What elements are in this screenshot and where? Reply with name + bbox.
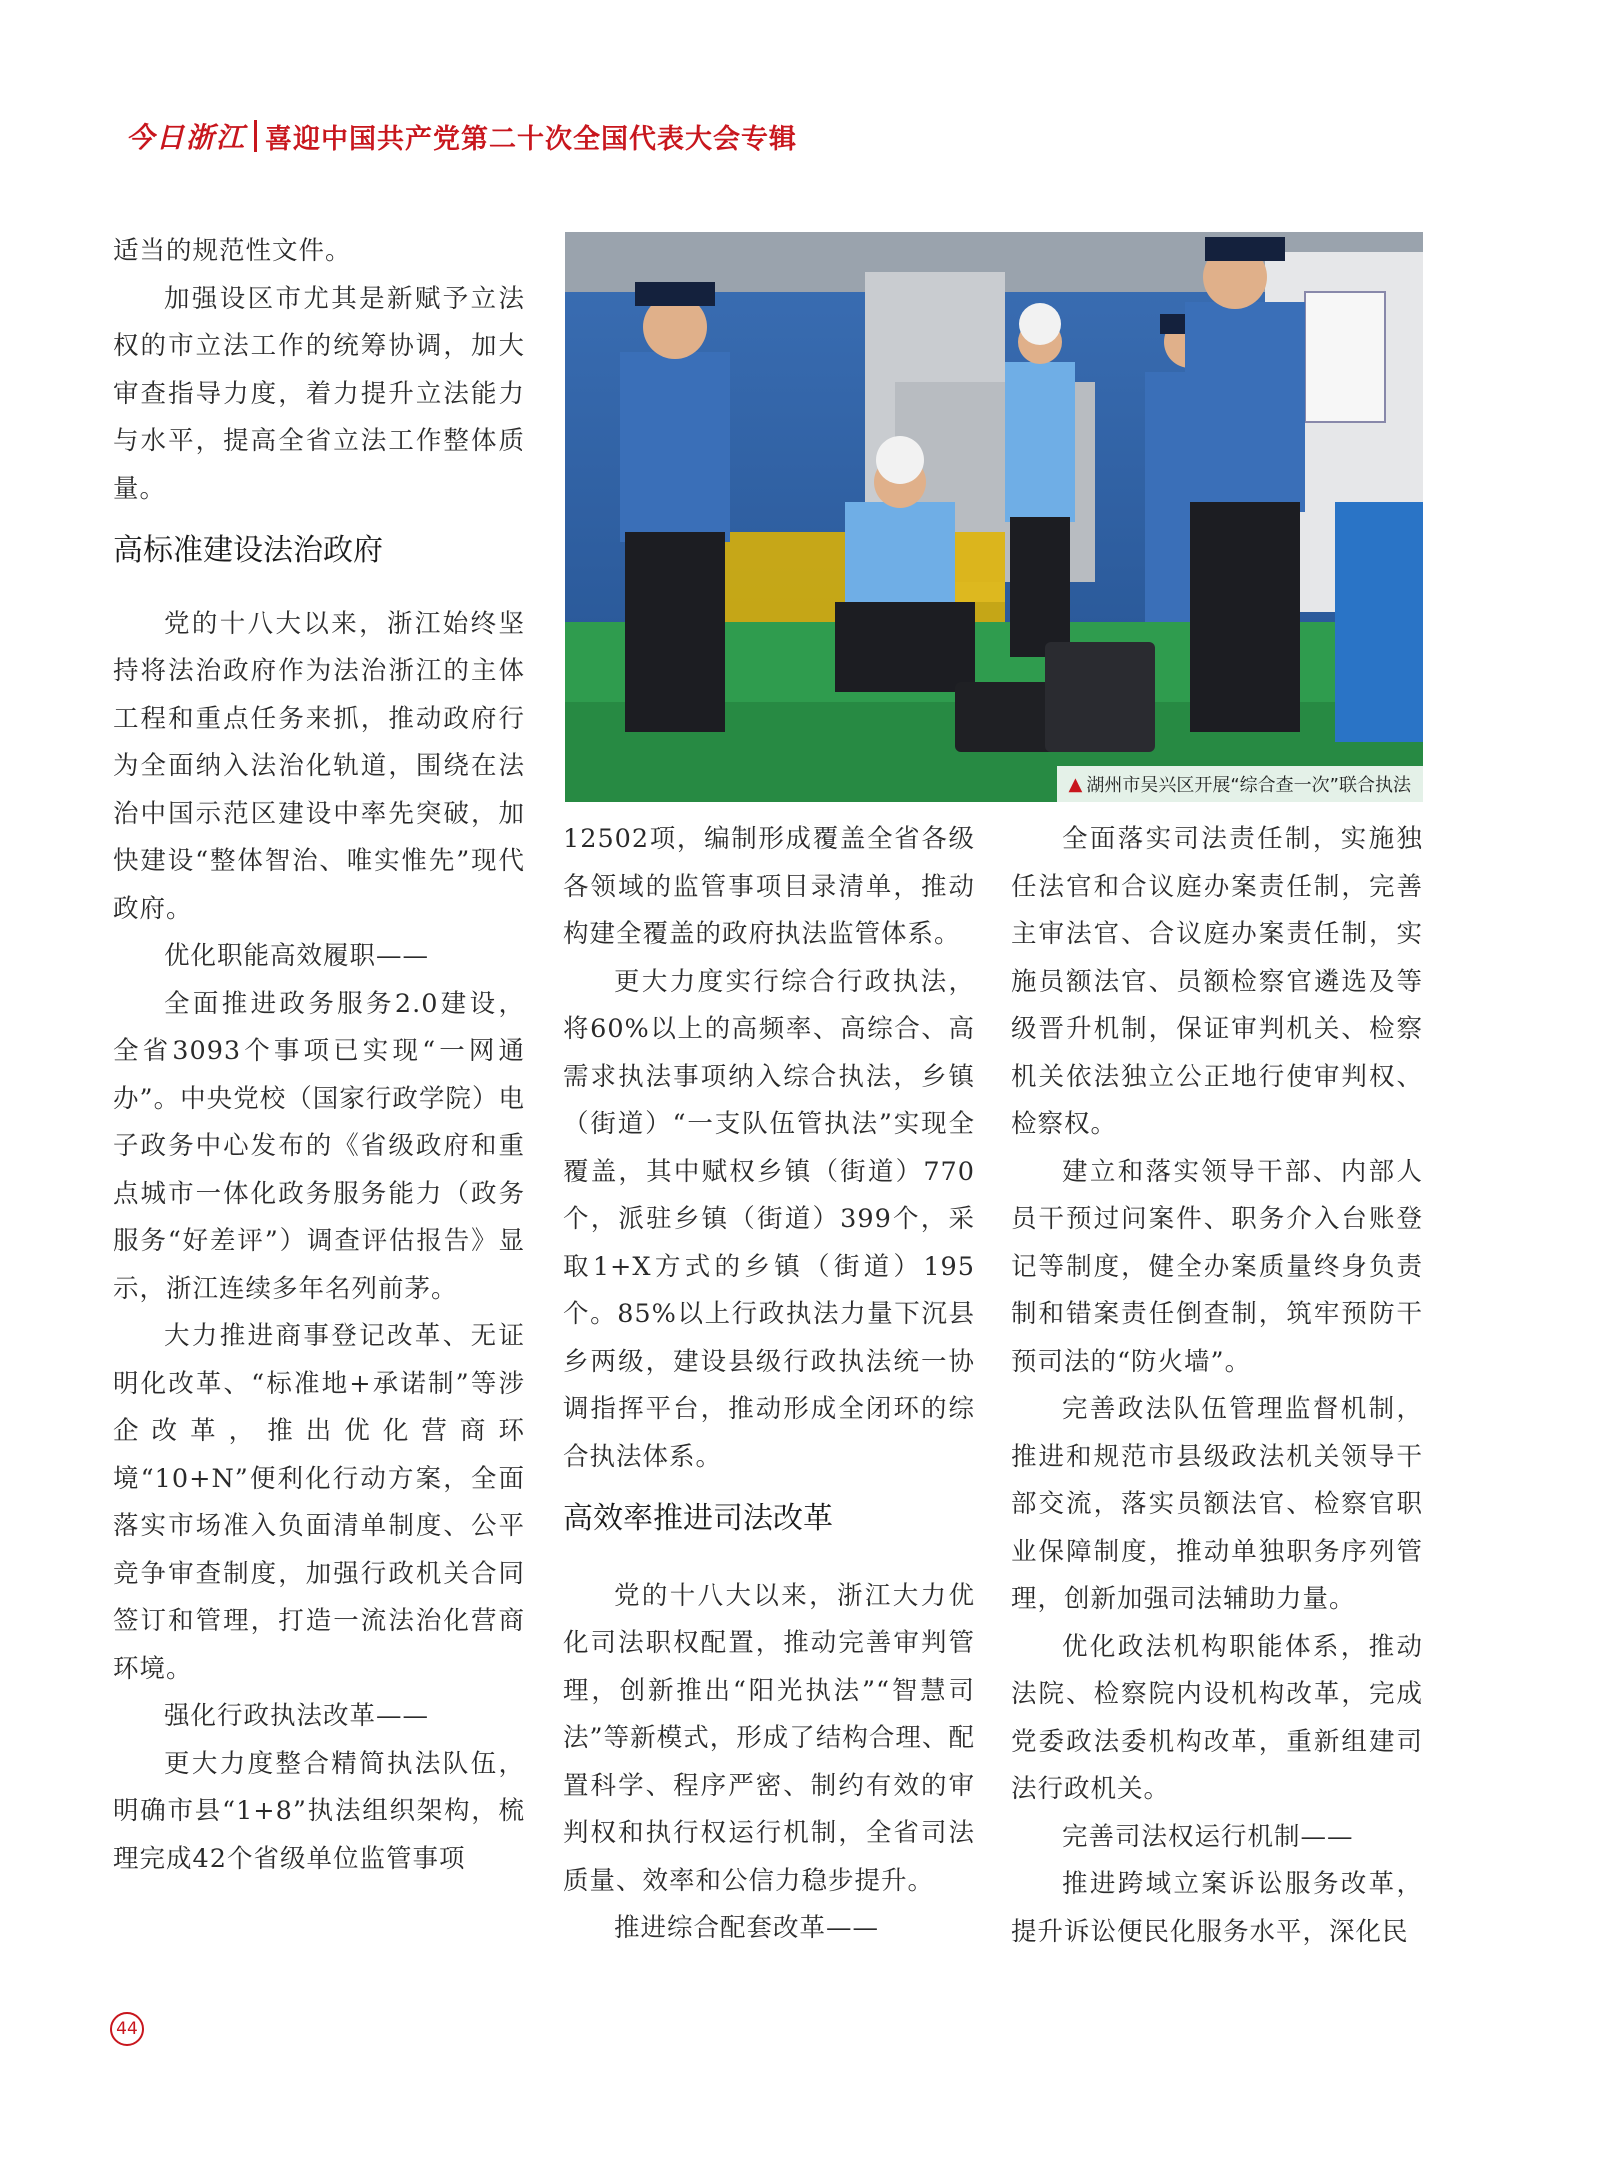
paragraph: 党的十八大以来，浙江始终坚持将法治政府作为法治浙江的主体工程和重点任务来抓，推动政府行为全面纳入法治化轨道，围绕在法治中国示范区建设中率先突破，加快建设“整体智治、唯实惟先”现代政府。 (113, 608, 525, 924)
subheading: 推进综合配套改革—— (614, 1913, 880, 1943)
paragraph: 完善政法队伍管理监督机制，推进和规范市县级政法机关领导干部交流，落实员额法官、检察官职业保障制度，推动单独职务序列管理，创新加强司法辅助力量。 (1011, 1394, 1423, 1614)
column-2 (563, 816, 975, 1953)
column-3 (1011, 816, 1423, 1956)
subheading: 完善司法权运行机制—— (1062, 1821, 1354, 1852)
paragraph: 更大力度整合精简执法队伍，明确市县“1+8”执法组织架构，梳理完成42个省级单位监管事项 (113, 1748, 525, 1874)
page-number: 44 (110, 2012, 144, 2046)
header-divider (254, 120, 257, 152)
paragraph: 更大力度实行综合行政执法，将60%以上的高频率、高综合、高需求执法事项纳入综合执法，乡镇（街道）“一支队伍管执法”实现全覆盖，其中赋权乡镇（街道）770个，派驻乡镇（街道）399个，采取1+X方式的乡镇（街道）195个。85%以上行政执法力量下沉县乡两级，建设县级行政执法统一协调指挥平台，推动形成全闭环的综合执法体系。 (563, 966, 975, 1472)
paragraph: 推进跨域立案诉讼服务改革，提升诉讼便民化服务水平，深化民 (1011, 1869, 1423, 1947)
magazine-header (126, 116, 797, 156)
enforcement-photo (565, 232, 1423, 802)
paragraph: 党的十八大以来，浙江大力优化司法职权配置，推动完善审判管理，创新推出“阳光执法”“智慧司法”等新模式，形成了结构合理、配置科学、程序严密、制约有效的审判权和执行权运行机制，全省司法质量、效率和公信力稳步提升。 (563, 1580, 975, 1896)
triangle-marker-icon: ▲ (1068, 773, 1083, 795)
subheading: 优化职能高效履职—— (164, 941, 430, 971)
officer-figure (1185, 237, 1305, 732)
paragraph: 全面推进政务服务2.0建设，全省3093个事项已实现“一网通办”。中央党校（国家行政学院）电子政务中心发布的《省级政府和重点城市一体化政务服务能力（政务服务“好差评”）调查评估报告》显示，浙江连续多年名列前茅。 (113, 988, 525, 1304)
photo-caption (1057, 766, 1424, 802)
subheading: 强化行政执法改革—— (164, 1701, 430, 1731)
paragraph: 优化政法机构职能体系，推动法院、检察院内设机构改革，完成党委政法委机构改革，重新组建司法行政机关。 (1011, 1631, 1423, 1804)
paragraph: 建立和落实领导干部、内部人员干预过问案件、职务介入台账登记等制度，健全办案质量终身负责制和错案责任倒查制，筑牢预防干预司法的“防火墙”。 (1011, 1156, 1423, 1377)
paragraph: 适当的规范性文件。 (113, 236, 352, 266)
column-1 (113, 228, 525, 1883)
paragraph: 12502项，编制形成覆盖全省各级各领域的监管事项目录清单，推动构建全覆盖的政府执法监管体系。 (563, 824, 975, 949)
paragraph: 全面落实司法责任制，实施独任法官和合议庭办案责任制，完善主审法官、合议庭办案责任制，实施员额法官、员额检察官遴选及等级晋升机制，保证审判机关、检察机关依法独立公正地行使审判权、检察权。 (1011, 824, 1423, 1139)
section-heading: 高标准建设法治政府 (113, 533, 383, 568)
section-heading: 高效率推进司法改革 (563, 1501, 833, 1536)
paragraph: 加强设区市尤其是新赋予立法权的市立法工作的统筹协调，加大审查指导力度，着力提升立法能力与水平，提高全省立法工作整体质量。 (113, 283, 525, 504)
issue-title: 喜迎中国共产党第二十次全国代表大会专辑 (265, 123, 798, 155)
caption-text: 湖州市吴兴区开展“综合查一次”联合执法 (1086, 775, 1411, 796)
magazine-logo: 今日浙江 (126, 121, 247, 154)
paragraph: 大力推进商事登记改革、无证明化改革、“标准地+承诺制”等涉企改革，推出优化营商环境“10+N”便利化行动方案，全面落实市场准入负面清单制度、公平竞争审查制度，加强行政机关合同签订和管理，打造一流法治化营商环境。 (113, 1321, 525, 1684)
photo-illustration (565, 232, 1423, 802)
